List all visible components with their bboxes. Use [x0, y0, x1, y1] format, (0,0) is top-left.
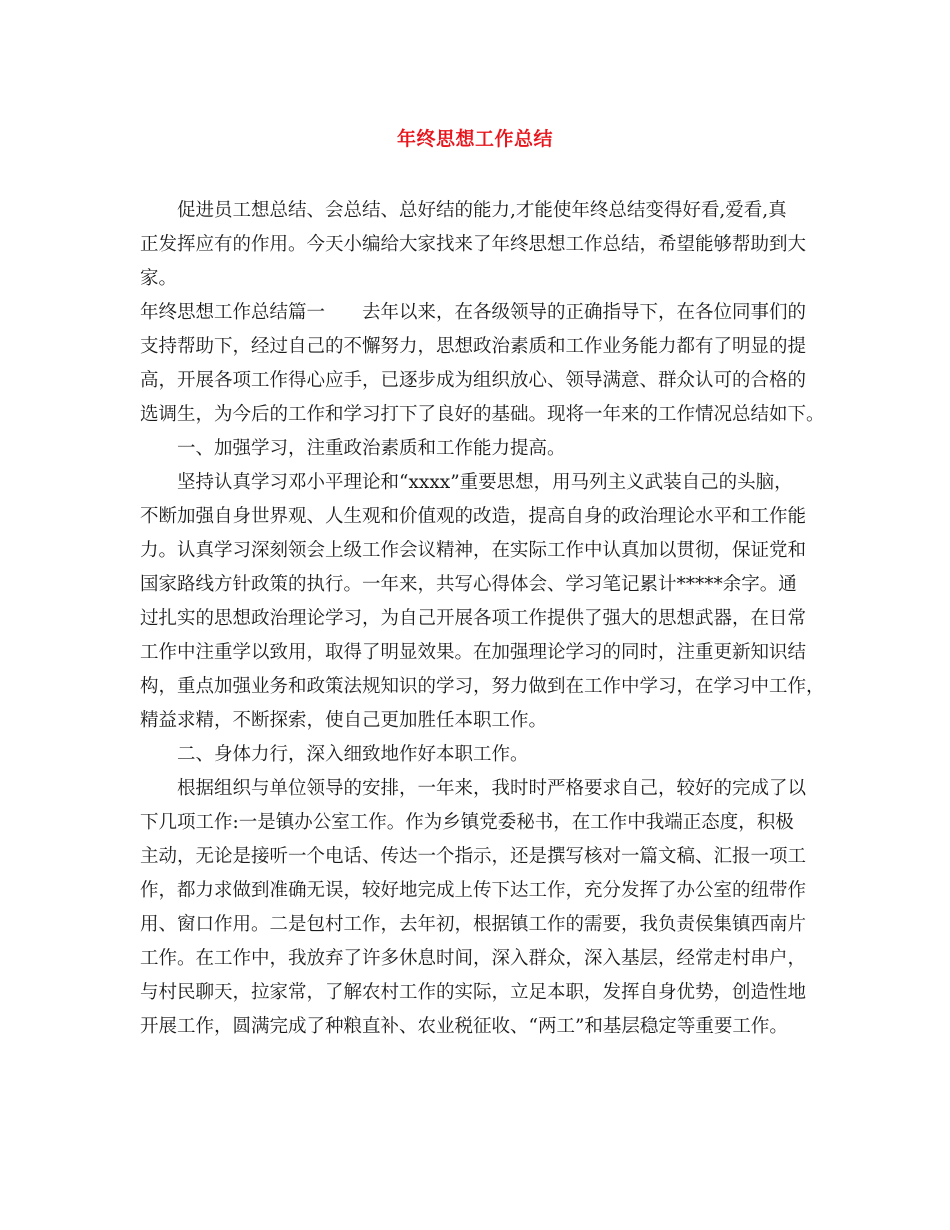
- paragraph-line: 高，开展各项工作得心应手，已逐步成为组织放心、领导满意、群众认可的合格的: [140, 370, 807, 391]
- paragraph-line: 选调生，为今后的工作和学习打下了良好的基础。现将一年来的工作情况总结如下。: [140, 404, 825, 425]
- paragraph-line: 工作中注重学以致用，取得了明显效果。在加强理论学习的同时，注重更新知识结: [140, 642, 807, 663]
- document-title: 年终思想工作总结: [396, 128, 553, 150]
- paragraph-line: 主动，无论是接听一个电话、传达一个指示，还是撰写核对一篇文稿、汇报一项工: [140, 846, 807, 867]
- paragraph-line: 开展工作，圆满完成了种粮直补、农业税征收、“两工”和基层稳定等重要工作。: [140, 1016, 788, 1037]
- paragraph-line: 用、窗口作用。二是包村工作，去年初，根据镇工作的需要，我负责侯集镇西南片: [140, 914, 807, 935]
- paragraph-line: 二、身体力行，深入细致地作好本职工作。: [177, 744, 529, 765]
- paragraph-line: 力。认真学习深刻领会上级工作会议精神，在实际工作中认真加以贯彻，保证党和: [140, 540, 807, 561]
- paragraph-line: 精益求精，不断探索，使自己更加胜任本职工作。: [140, 710, 548, 731]
- paragraph-line: 工作。在工作中，我放弃了许多休息时间，深入群众，深入基层，经常走村串户，: [140, 948, 807, 969]
- paragraph-line: 促进员工想总结、会总结、总好结的能力,才能使年终总结变得好看,爱看,真: [177, 200, 787, 221]
- paragraph-line: 根据组织与单位领导的安排，一年来，我时时严格要求自己，较好的完成了以: [177, 778, 807, 799]
- paragraph-line: 家。: [140, 268, 178, 289]
- paragraph-line: 不断加强自身世界观、人生观和价值观的改造，提高自身的政治理论水平和工作能: [140, 506, 807, 527]
- paragraph-line: 作，都力求做到准确无误，较好地完成上传下达工作，充分发挥了办公室的纽带作: [140, 880, 807, 901]
- paragraph-line: 一、加强学习，注重政治素质和工作能力提高。: [177, 438, 566, 459]
- paragraph-line: 与村民聊天，拉家常，了解农村工作的实际，立足本职，发挥自身优势，创造性地: [140, 982, 807, 1003]
- paragraph-line: 构，重点加强业务和政策法规知识的学习，努力做到在工作中学习，在学习中工作，: [140, 676, 825, 697]
- document-body: [140, 194, 830, 1044]
- paragraph-line: 国家路线方针政策的执行。一年来，共写心得体会、学习笔记累计*****余字。通: [140, 574, 797, 595]
- paragraph-line: 下几项工作:一是镇办公室工作。作为乡镇党委秘书，在工作中我端正态度，积极: [140, 812, 794, 833]
- paragraph-line: 过扎实的思想政治理论学习，为自己开展各项工作提供了强大的思想武器，在日常: [140, 608, 807, 629]
- paragraph-line: 坚持认真学习邓小平理论和“xxxx”重要思想，用马列主义武装自己的头脑，: [177, 472, 793, 493]
- paragraph-line: 支持帮助下，经过自己的不懈努力，思想政治素质和工作业务能力都有了明显的提: [140, 336, 807, 357]
- paragraph-line: 年终思想工作总结篇一 去年以来，在各级领导的正确指导下，在各位同事们的: [140, 302, 807, 323]
- paragraph-line: 正发挥应有的作用。今天小编给大家找来了年终思想工作总结，希望能够帮助到大: [140, 234, 807, 255]
